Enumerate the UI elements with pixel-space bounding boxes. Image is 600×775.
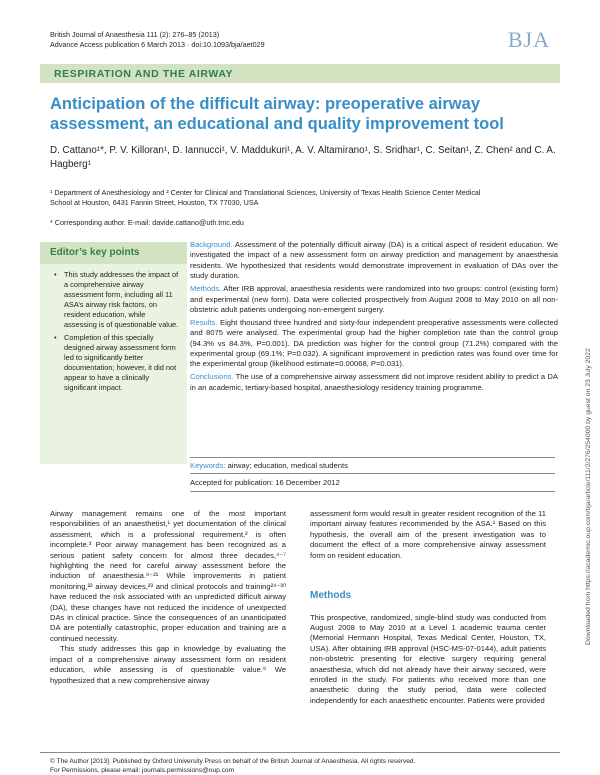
abstract-background-text: Assessment of the potentially difficult airway (DA) is a critical aspect of resident education. We investigated the impact of a new assessment form on airway prediction and management by anaesthesia residents. We hypothesized that residents would demonstrate improvement in evaluation of DAs over the study duration.: [190, 240, 558, 281]
section-label: RESPIRATION AND THE AIRWAY: [54, 68, 234, 80]
download-watermark: Downloaded from https://academic.oup.com/bja/article/111/2/276/254000 by guest on 23 July 2022: [585, 348, 592, 645]
key-points-title: Editor’s key points: [50, 247, 140, 258]
key-point-item: • Completion of this specially designed airway assessment form led to significantly better documentation; however, it did not appear to have a clinically significant impact.: [54, 333, 180, 394]
accepted-date: Accepted for publication: 16 December 2012: [190, 478, 340, 487]
body-paragraph: This prospective, randomized, single-blind study was conducted from August 2008 to May 2010 at a Level 1 academic trauma center (Memorial Hermann Hospital, Texas Medical Center, Houston, TX, USA). After obtaining IRB approval (HSC-MS-07-0144), adult patients non-obstetric presenting for elective surgery requiring general anaesthesia, which did not already have their airway secured, were enrolled in the study. For patients who received more than one anaesthetic during the study period, data were collected independently for each anaesthetic encounter. Patients were provided: [310, 612, 546, 705]
author-list: D. Cattano¹*, P. V. Killoran¹, D. Iannucci¹, V. Maddukuri¹, A. V. Altamirano¹, S. Sridhar¹, C. Seitan¹, Z. Chen² and C. A. Hagberg¹: [50, 145, 556, 170]
body-paragraph: Airway management remains one of the most important responsibilities of an anaesthetist,¹ yet documentation of the clinical assessment, which is a professional requirement,² is often incomplete.³ Poor airway management has been recognized as a serious patient safety concern for almost three decades,⁴⁻⁷ highlighting the need for careful airway assessment before the induction of anaesthesia.⁸⁻²¹ While improvements in patient monitoring,²² airway devices,²³ and clinical protocols and training²⁴⁻³⁰ have reduced the risk associated with an unpredicted difficult airway (DA), these changes have not reduced the incidence of unexpected DAs in clinical practice. Since the consequences of an unanticipated DA are potentially catastrophic, proper education and training are a continued necessity.: [50, 509, 286, 643]
footer-rule: [40, 752, 560, 753]
abstract-methods-text: After IRB approval, anaesthesia residents were randomized into two groups: control (existing form) and experimental (new form). Data were collected prospectively from August 2008 to May 2010 on all non-obstetric adult patients undergoing non-emergent surgery.: [190, 284, 558, 314]
keywords-bottom-rule: [190, 473, 555, 474]
body-paragraph: This study addresses this gap in knowledge by evaluating the impact of a comprehensive airway assessment form on resident education, while assessing is of questionable value.⁸ We hypothesized that a new comprehensive airway: [50, 644, 286, 685]
accepted-bottom-rule: [190, 491, 555, 492]
body-paragraph: assessment form would result in greater resident recognition of the 11 important airway features recommended by the ASA.¹ Based on this hypothesis, the overall aim of the present investigation was to document the effect of a more comprehensive airway assessment form on resident education.: [310, 509, 546, 560]
abstract-background-label: Background.: [190, 240, 233, 249]
article-title: Anticipation of the difficult airway: preoperative airway assessment, an educational and quality improvement tool: [50, 95, 504, 133]
keywords-top-rule: [190, 457, 555, 458]
abstract-methods-label: Methods.: [190, 284, 222, 294]
journal-header: [50, 30, 265, 50]
abstract-conclusions-text: The use of a comprehensive airway assessment did not improve resident ability to predict a DA in an academic, tertiary-based hospital, anaesthesiology residency training programme.: [190, 372, 558, 392]
abstract-conclusions: [190, 372, 558, 393]
abstract-methods: [190, 284, 558, 315]
corresponding-author: * Corresponding author. E-mail: davide.cattano@uth.tmc.edu: [50, 218, 244, 227]
copyright-line: © The Author [2013]. Published by Oxford University Press on behalf of the British Journal of Anaesthesia. All rights reserved.: [50, 758, 416, 765]
abstract-results-label: Results.: [190, 317, 218, 327]
abstract: [190, 240, 558, 396]
journal-logo: BJA: [507, 27, 550, 52]
affiliations: [50, 188, 560, 208]
abstract-results: [190, 318, 558, 370]
affiliation-line-1: ¹ Department of Anesthesiology and ² Center for Clinical and Translational Sciences, University of Texas Health Science Center Medical: [50, 188, 481, 197]
keywords-label: Keywords:: [190, 461, 226, 470]
key-points-list: [54, 270, 180, 395]
abstract-conclusions-label: Conclusions.: [190, 372, 234, 382]
journal-citation: British Journal of Anaesthesia 111 (2): 276–85 (2013): [50, 30, 220, 39]
permissions-line: For Permissions, please email: journals.permissions@oup.com: [50, 767, 235, 774]
methods-body: [310, 605, 546, 714]
keywords-text: airway; education, medical students: [225, 461, 348, 470]
keywords-line: [190, 461, 348, 470]
key-point-item: • This study addresses the impact of a comprehensive airway assessment form, including all 11 ASA’s airway risk factors, on resident education, while assessing is of questionable value.: [54, 270, 180, 331]
affiliation-line-2: School at Houston, 6431 Fannin Street, Houston, TX 77030, USA: [50, 198, 259, 207]
journal-doi: Advance Access publication 6 March 2013 · doi:10.1093/bja/aet029: [50, 40, 265, 49]
body-column-right: [310, 509, 546, 561]
methods-heading: Methods: [310, 590, 352, 601]
body-column-left: [50, 509, 286, 686]
copyright-footer: [50, 757, 415, 775]
abstract-background: [190, 240, 558, 282]
abstract-results-text: Eight thousand three hundred and sixty-four independent preoperative assessments were collected and 8075 were analysed. The experimental group had the higher completion rate than the control group (94.3% vs 84.3%, P=0.001). DA prediction was higher for the control group (71.2%) compared with the experimental group (69.1%; P=0.032). A significant improvement in prediction rates was found over time for the experimental group (likelihood estimate=0.00068, P=0.031).: [190, 317, 558, 369]
